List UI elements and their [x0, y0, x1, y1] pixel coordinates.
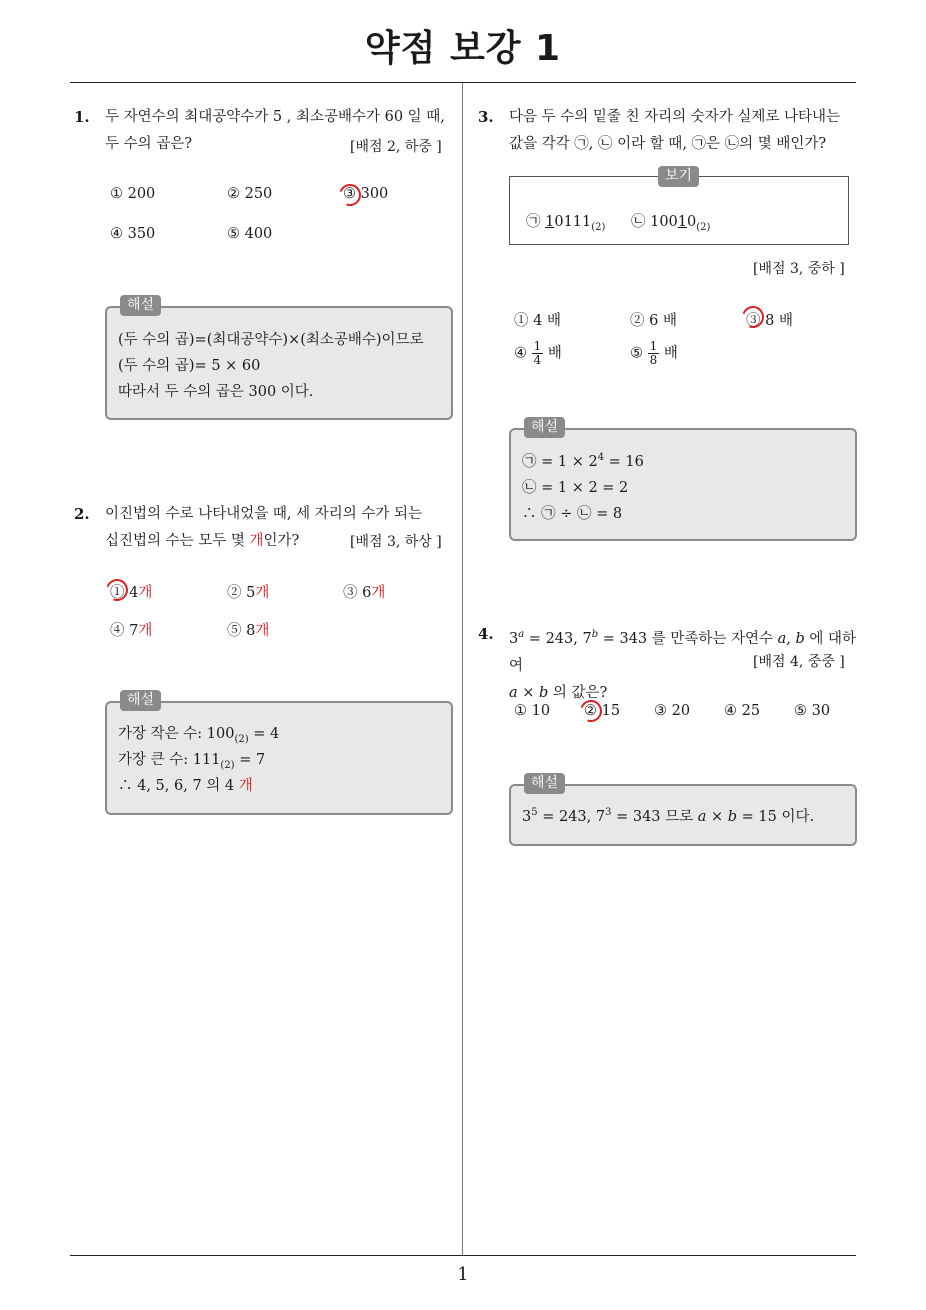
choice-1[interactable]: ① 4개 [110, 585, 153, 601]
question-line: 두 수의 곱은? [105, 136, 193, 152]
solution-tag: 해설 [524, 773, 565, 794]
choice-4[interactable]: ④ 25 [724, 703, 761, 719]
choice-3[interactable]: ③ 8 배 [746, 313, 793, 329]
solution-line: (두 수의 곱)= 5 × 60 [118, 358, 261, 374]
top-rule [70, 82, 856, 83]
solution-line: ㉡ = 1 × 2 = 2 [522, 480, 629, 496]
choice-3[interactable]: ③ 6개 [343, 585, 386, 601]
choice-2[interactable]: ② 5개 [227, 585, 270, 601]
question-number: 2. [74, 505, 90, 523]
example-item-a: ㉠ $10111_{(2)}$ [526, 214, 606, 233]
choice-5[interactable]: ⑤ 400 [227, 226, 273, 242]
page-title: 약점 보강 1 [364, 28, 562, 69]
question-line: 이진법의 수로 나타내었을 때, 세 자리의 수가 되는 [105, 506, 423, 522]
question-number: 1. [74, 108, 90, 126]
choice-2[interactable]: ② 6 배 [630, 313, 677, 329]
question-line: 십진법의 수는 모두 몇 개인가? [105, 533, 300, 549]
choice-4[interactable]: ④ 7개 [110, 623, 153, 639]
question-line: 다음 두 수의 밑줄 친 자리의 숫자가 실제로 나타내는 [509, 109, 841, 125]
choice-2[interactable]: ② 15 [584, 703, 621, 719]
score-meta: [배점 4, 중중 ] [753, 654, 845, 670]
example-tag: 보기 [658, 166, 699, 187]
choice-mark: ③ [343, 186, 356, 202]
solution-tag: 해설 [120, 295, 161, 316]
score-meta: [배점 3, 하상 ] [350, 534, 442, 550]
question-line: $3^a = 243$, $7^b = 343$ 를 만족하는 자연수 a, b 에 대하여 [509, 629, 857, 674]
score-meta: [배점 3, 중하 ] [753, 261, 845, 277]
solution-tag: 해설 [524, 417, 565, 438]
choice-value: 300 [360, 186, 389, 202]
example-item-b: ㉡ $10010_{(2)}$ [631, 214, 711, 233]
solution-line: 가장 작은 수: $100_{(2)} = 4$ [118, 726, 280, 745]
answer-circle-mark [335, 180, 364, 209]
choice-1[interactable]: ① 4 배 [514, 313, 561, 329]
solution-line: ∴ ㉠ ÷ ㉡ = 8 [522, 506, 623, 522]
solution-line: ㉠ = $1 \times 2^4 = 16$ [522, 452, 644, 470]
choice-5[interactable]: ⑤ $\frac{1}{8}$ 배 [630, 339, 678, 367]
column-divider [462, 83, 463, 1255]
choice-3[interactable]: ③ 20 [654, 703, 691, 719]
solution-line: ∴ 4, 5, 6, 7 의 4 개 [118, 778, 253, 794]
solution-tag: 해설 [120, 690, 161, 711]
bottom-rule [70, 1255, 856, 1256]
solution-line: $3^5 = 243$, $7^3 = 343$ 므로 a × b = 15 이다. [522, 807, 815, 825]
question-line: 값을 각각 ㉠, ㉡ 이라 할 때, ㉠은 ㉡의 몇 배인가? [509, 136, 827, 152]
solution-line: (두 수의 곱)=(최대공약수)×(최소공배수)이므로 [118, 332, 424, 348]
question-line: a × b 의 값은? [509, 684, 608, 701]
solution-line: 가장 큰 수: $111_{(2)} = 7$ [118, 752, 266, 771]
choice-4[interactable]: ④ 350 [110, 226, 156, 242]
choice-4[interactable]: ④ $\frac{1}{4}$ 배 [514, 339, 562, 367]
question-number: 4. [478, 625, 494, 643]
question-number: 3. [478, 108, 494, 126]
solution-line: 따라서 두 수의 곱은 300 이다. [118, 384, 314, 400]
choice-1[interactable]: ① 200 [110, 186, 156, 202]
choice-2[interactable]: ② 250 [227, 186, 273, 202]
choice-5[interactable]: ⑤ 30 [794, 703, 831, 719]
question-text [509, 104, 859, 158]
score-meta: [배점 2, 하중 ] [350, 139, 442, 155]
choice-5[interactable]: ⑤ 8개 [227, 623, 270, 639]
choice-1[interactable]: ① 10 [514, 703, 551, 719]
page-number: 1 [457, 1264, 469, 1285]
question-line: 두 자연수의 최대공약수가 5 , 최소공배수가 60 일 때, [105, 109, 445, 125]
